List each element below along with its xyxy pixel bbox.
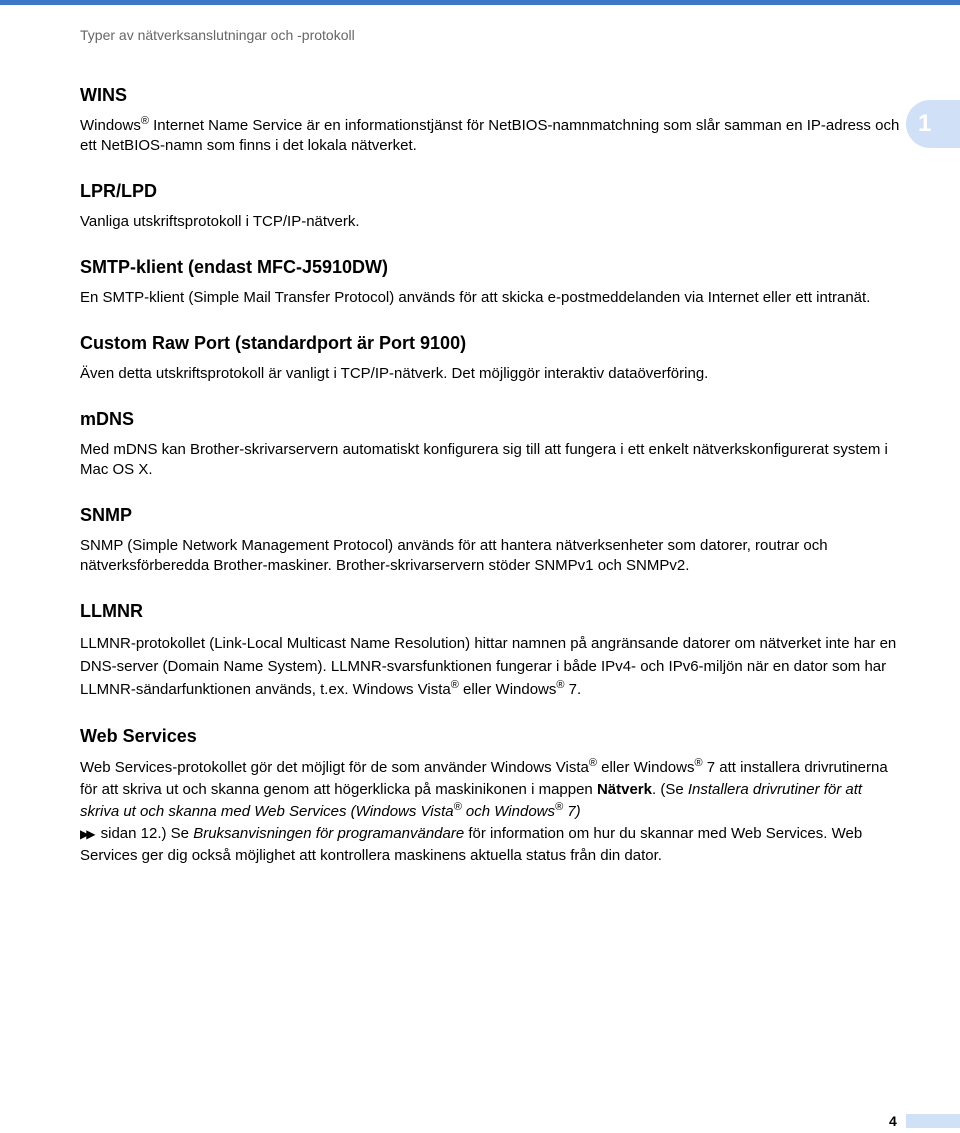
section-wins <box>80 84 900 156</box>
section-snmp <box>80 504 900 576</box>
section-title: WINS <box>80 85 127 105</box>
section-web-services <box>80 725 900 867</box>
chapter-tab <box>906 100 960 148</box>
section-lpr <box>80 180 900 232</box>
section-smtp <box>80 256 900 308</box>
registered-mark: ® <box>140 115 149 127</box>
chapter-number: 1 <box>918 110 932 137</box>
top-rule <box>0 0 960 5</box>
section-title: Web Services <box>80 726 197 746</box>
section-title: LLMNR <box>80 601 143 621</box>
footer-bar <box>906 1114 960 1128</box>
registered-mark: ® <box>450 679 459 691</box>
registered-mark: ® <box>556 679 565 691</box>
cross-reference-link[interactable]: Installera drivrutiner för att skriva ut och skanna med Web Services (Windows Vista® och Windows® 7) <box>80 781 863 820</box>
section-body: Med mDNS kan Brother-skrivarservern automatiskt konfigurera sig till att fungera i ett enkelt nätverkskonfigurerat system i Mac OS X. <box>80 441 888 478</box>
section-llmnr <box>80 600 900 701</box>
section-body: En SMTP-klient (Simple Mail Transfer Protocol) används för att skicka e-postmeddelanden via Internet eller ett intranät. <box>80 289 871 306</box>
page-content <box>80 84 900 891</box>
section-body: Även detta utskriftsprotokoll är vanligt i TCP/IP-nätverk. Det möjliggör interaktiv dataöverföring. <box>80 365 709 382</box>
section-body: SNMP (Simple Network Management Protocol) används för att hantera nätverksenheter som datorer, routrar och nätverksförberedda Brother-maskiner. Brother-skrivarservern stöder SNMPv1 och SNMPv2. <box>80 537 828 574</box>
section-body: Windows® Internet Name Service är en informationstjänst för NetBIOS-namnmatchning som slår samman en IP-adress och ett NetBIOS-namn som finns i det lokala nätverket. <box>80 115 900 154</box>
section-mdns <box>80 408 900 480</box>
section-title: Custom Raw Port (standardport är Port 9100) <box>80 333 467 353</box>
section-title: mDNS <box>80 409 135 429</box>
section-body: Vanliga utskriftsprotokoll i TCP/IP-nätverk. <box>80 213 360 230</box>
page-number: 4 <box>889 1113 897 1129</box>
section-title: SMTP-klient (endast MFC-J5910DW) <box>80 257 389 277</box>
manual-reference: Bruksanvisningen för programanvändare <box>193 825 465 842</box>
running-header: Typer av nätverksanslutningar och -protokoll <box>80 27 355 43</box>
double-arrow-icon: ▶▶ <box>80 827 93 841</box>
section-title: LPR/LPD <box>80 181 158 201</box>
section-raw-port <box>80 332 900 384</box>
section-title: SNMP <box>80 505 133 525</box>
folder-name: Nätverk <box>596 781 652 798</box>
registered-mark: ® <box>694 757 703 769</box>
section-body: Web Services-protokollet gör det möjligt för de som använder Windows Vista® eller Windows® 7 att installera drivrutinerna för att skriva ut och skanna genom att högerklicka på maskinikonen i mappen Nätverk. (Se Installera drivrutiner för att skriva ut och skanna med Web Services (Windows Vista® och Windows® 7) ▶▶ sidan 12.) Se Bruksanvisningen för programanvändare för information om hur du skannar med Web Services. Web Services ger dig också möjlighet att kontrollera maskinens aktuella status från din dator. <box>80 757 888 864</box>
section-body: LLMNR-protokollet (Link-Local Multicast Name Resolution) hittar namnen på angränsande datorer om nätverket inte har en DNS-server (Domain Name System). LLMNR-svarsfunktionen fungerar i både IPv4- och IPv6-miljön när en dator som har LLMNR-sändarfunktionen används, t.ex. Windows Vista® eller Windows® 7. <box>80 635 897 698</box>
registered-mark: ® <box>588 757 597 769</box>
